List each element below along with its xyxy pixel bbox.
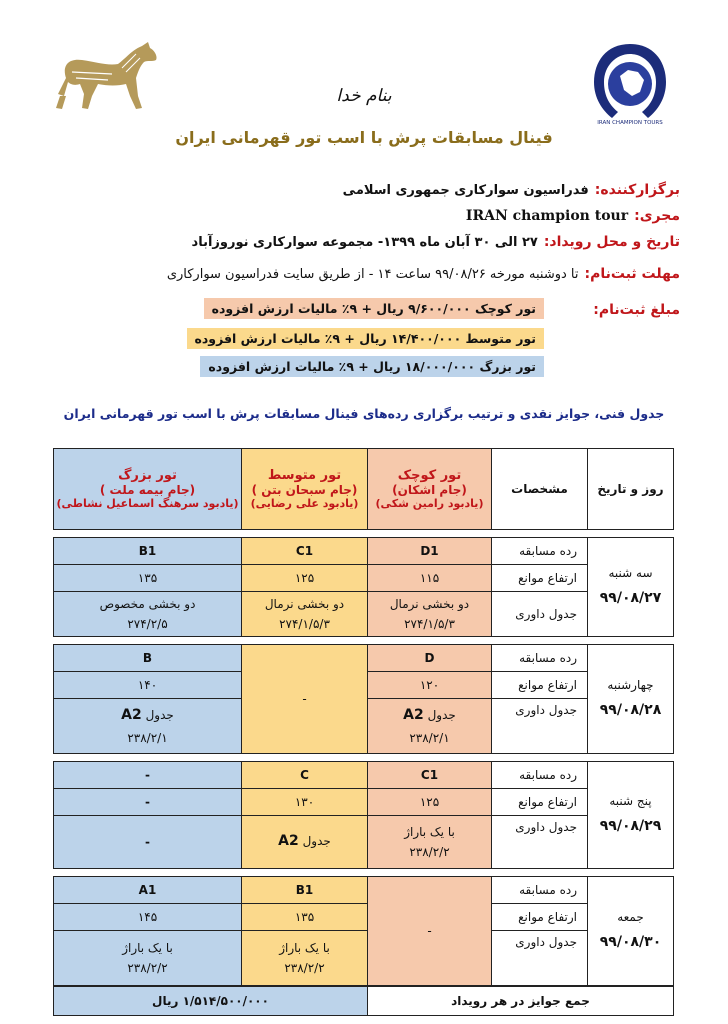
spec-label: ارتفاع موانع [492, 565, 588, 592]
table-row [54, 565, 674, 592]
class-cell: B [54, 645, 242, 672]
height-cell: ۱۲۵ [242, 565, 368, 592]
total-value: ۱/۵۱۴/۵۰۰/۰۰۰ ریال [54, 986, 368, 1016]
date-label: تاریخ و محل رویداد: [543, 234, 680, 250]
table-row [54, 762, 674, 789]
spec-label: ارتفاع موانع [492, 672, 588, 699]
height-cell: ۱۴۵ [54, 904, 242, 931]
class-cell: D1 [368, 538, 492, 565]
deadline-value: تا دوشنبه مورخه ۹۹/۰۸/۲۶ ساعت ۱۴ - از طریق سایت فدراسیون سوارکاری [166, 267, 579, 282]
judge-cell: دو بخشی نرمال ۲۷۴/۱/۵/۳ [242, 592, 368, 637]
height-cell: ۱۲۰ [368, 672, 492, 699]
info-organizer [343, 182, 680, 198]
day-cell: پنج شنبه ۹۹/۰۸/۲۹ [588, 762, 674, 869]
spec-label: رده مسابقه [492, 762, 588, 789]
class-cell: D [368, 645, 492, 672]
judge-cell: دو بخشی مخصوص ۲۷۴/۲/۵ [54, 592, 242, 637]
judge-cell: با یک باراژ ۲۳۸/۲/۲ [54, 931, 242, 987]
executor-label: مجری: [634, 208, 680, 224]
spec-label: ارتفاع موانع [492, 904, 588, 931]
date-value: ۲۷ الی ۳۰ آبان ماه ۱۳۹۹- مجموعه سوارکاری نوروزآباد [191, 235, 538, 250]
info-executor [466, 208, 680, 224]
table-row [54, 931, 674, 987]
table-row [54, 877, 674, 904]
spec-label: رده مسابقه [492, 538, 588, 565]
table-title: جدول فنی، جوایز نقدی و ترتیب برگزاری رده‌های فینال مسابقات پرش با اسب تور قهرمانی ایران [63, 406, 665, 421]
class-cell: C1 [242, 538, 368, 565]
header-small-tour: تور کوچک (جام اشکان) (یادبود رامین شکی) [368, 449, 492, 530]
day-cell: چهارشنبه ۹۹/۰۸/۲۸ [588, 645, 674, 754]
day-cell: سه شنبه ۹۹/۰۸/۲۷ [588, 538, 674, 637]
info-date [192, 234, 680, 250]
organizer-label: برگزارکننده: [594, 182, 680, 198]
spec-label: رده مسابقه [492, 645, 588, 672]
height-cell: ۱۱۵ [368, 565, 492, 592]
spec-label: رده مسابقه [492, 877, 588, 904]
table-row [54, 592, 674, 637]
class-cell: - [54, 762, 242, 789]
height-cell: ۱۴۰ [54, 672, 242, 699]
basmala: بنام خدا [336, 86, 392, 106]
spec-label: ارتفاع موانع [492, 789, 588, 816]
judge-cell: با یک باراژ ۲۳۸/۲/۲ [242, 931, 368, 987]
table-row [54, 645, 674, 672]
judge-cell: جدول A2 ۲۳۸/۲/۱ [368, 699, 492, 754]
class-cell: B1 [242, 877, 368, 904]
height-cell: ۱۳۰ [242, 789, 368, 816]
class-cell: C [242, 762, 368, 789]
organizer-value: فدراسیون سوارکاری جمهوری اسلامی [342, 183, 589, 198]
judge-cell: دو بخشی نرمال ۲۷۴/۱/۵/۳ [368, 592, 492, 637]
header-medium-tour: تور متوسط (جام سبحان بتن ) (یادبود علی رضایی) [242, 449, 368, 530]
height-cell: ۱۳۵ [242, 904, 368, 931]
table-row [54, 538, 674, 565]
judge-cell: - [54, 816, 242, 869]
empty-cell: - [368, 877, 492, 987]
height-cell: - [54, 789, 242, 816]
table-row [54, 904, 674, 931]
header-spec: مشخصات [492, 449, 588, 530]
federation-logo-text: IRAN CHAMPION TOURS [597, 120, 663, 126]
spec-label: جدول داوری [492, 816, 588, 869]
table-row [54, 816, 674, 869]
deadline-label: مهلت ثبت‌نام: [584, 266, 680, 282]
info-deadline [167, 266, 680, 282]
judge-cell: با یک باراژ ۲۳۸/۲/۲ [368, 816, 492, 869]
header-day: روز و تاریخ [588, 449, 674, 530]
spec-label: جدول داوری [492, 592, 588, 637]
executor-value: IRAN champion tour [465, 208, 629, 224]
schedule-table [53, 448, 674, 1016]
fee-small-tour: تور کوچک ۹/۶۰۰/۰۰۰ ریال + ۹٪ مالیات ارزش افزوده [204, 298, 544, 319]
height-cell: ۱۳۵ [54, 565, 242, 592]
total-row [54, 986, 674, 1016]
day-cell: جمعه ۹۹/۰۸/۳۰ [588, 877, 674, 987]
class-cell: C1 [368, 762, 492, 789]
fee-label: مبلغ ثبت‌نام: [593, 302, 680, 318]
height-cell: ۱۲۵ [368, 789, 492, 816]
class-cell: B1 [54, 538, 242, 565]
header-large-tour: تور بزرگ (جام بیمه ملت ) (یادبود سرهنگ اسماعیل نشاطی) [54, 449, 242, 530]
judge-cell: جدول A2 ۲۳۸/۲/۱ [54, 699, 242, 754]
spec-label: جدول داوری [492, 699, 588, 754]
table-row [54, 789, 674, 816]
fee-medium-tour: تور متوسط ۱۴/۴۰۰/۰۰۰ ریال + ۹٪ مالیات ارزش افزوده [187, 328, 544, 349]
spec-label: جدول داوری [492, 931, 588, 987]
table-header-row [54, 449, 674, 530]
class-cell: A1 [54, 877, 242, 904]
federation-logo [588, 40, 672, 126]
fee-large-tour: تور بزرگ ۱۸/۰۰۰/۰۰۰ ریال + ۹٪ مالیات ارزش افزوده [200, 356, 544, 377]
judge-cell: جدول A2 [242, 816, 368, 869]
empty-cell: - [242, 645, 368, 754]
page-title: فینال مسابقات پرش با اسب تور قهرمانی ایران [175, 128, 553, 147]
total-label: جمع جوایز در هر رویداد [368, 986, 674, 1016]
